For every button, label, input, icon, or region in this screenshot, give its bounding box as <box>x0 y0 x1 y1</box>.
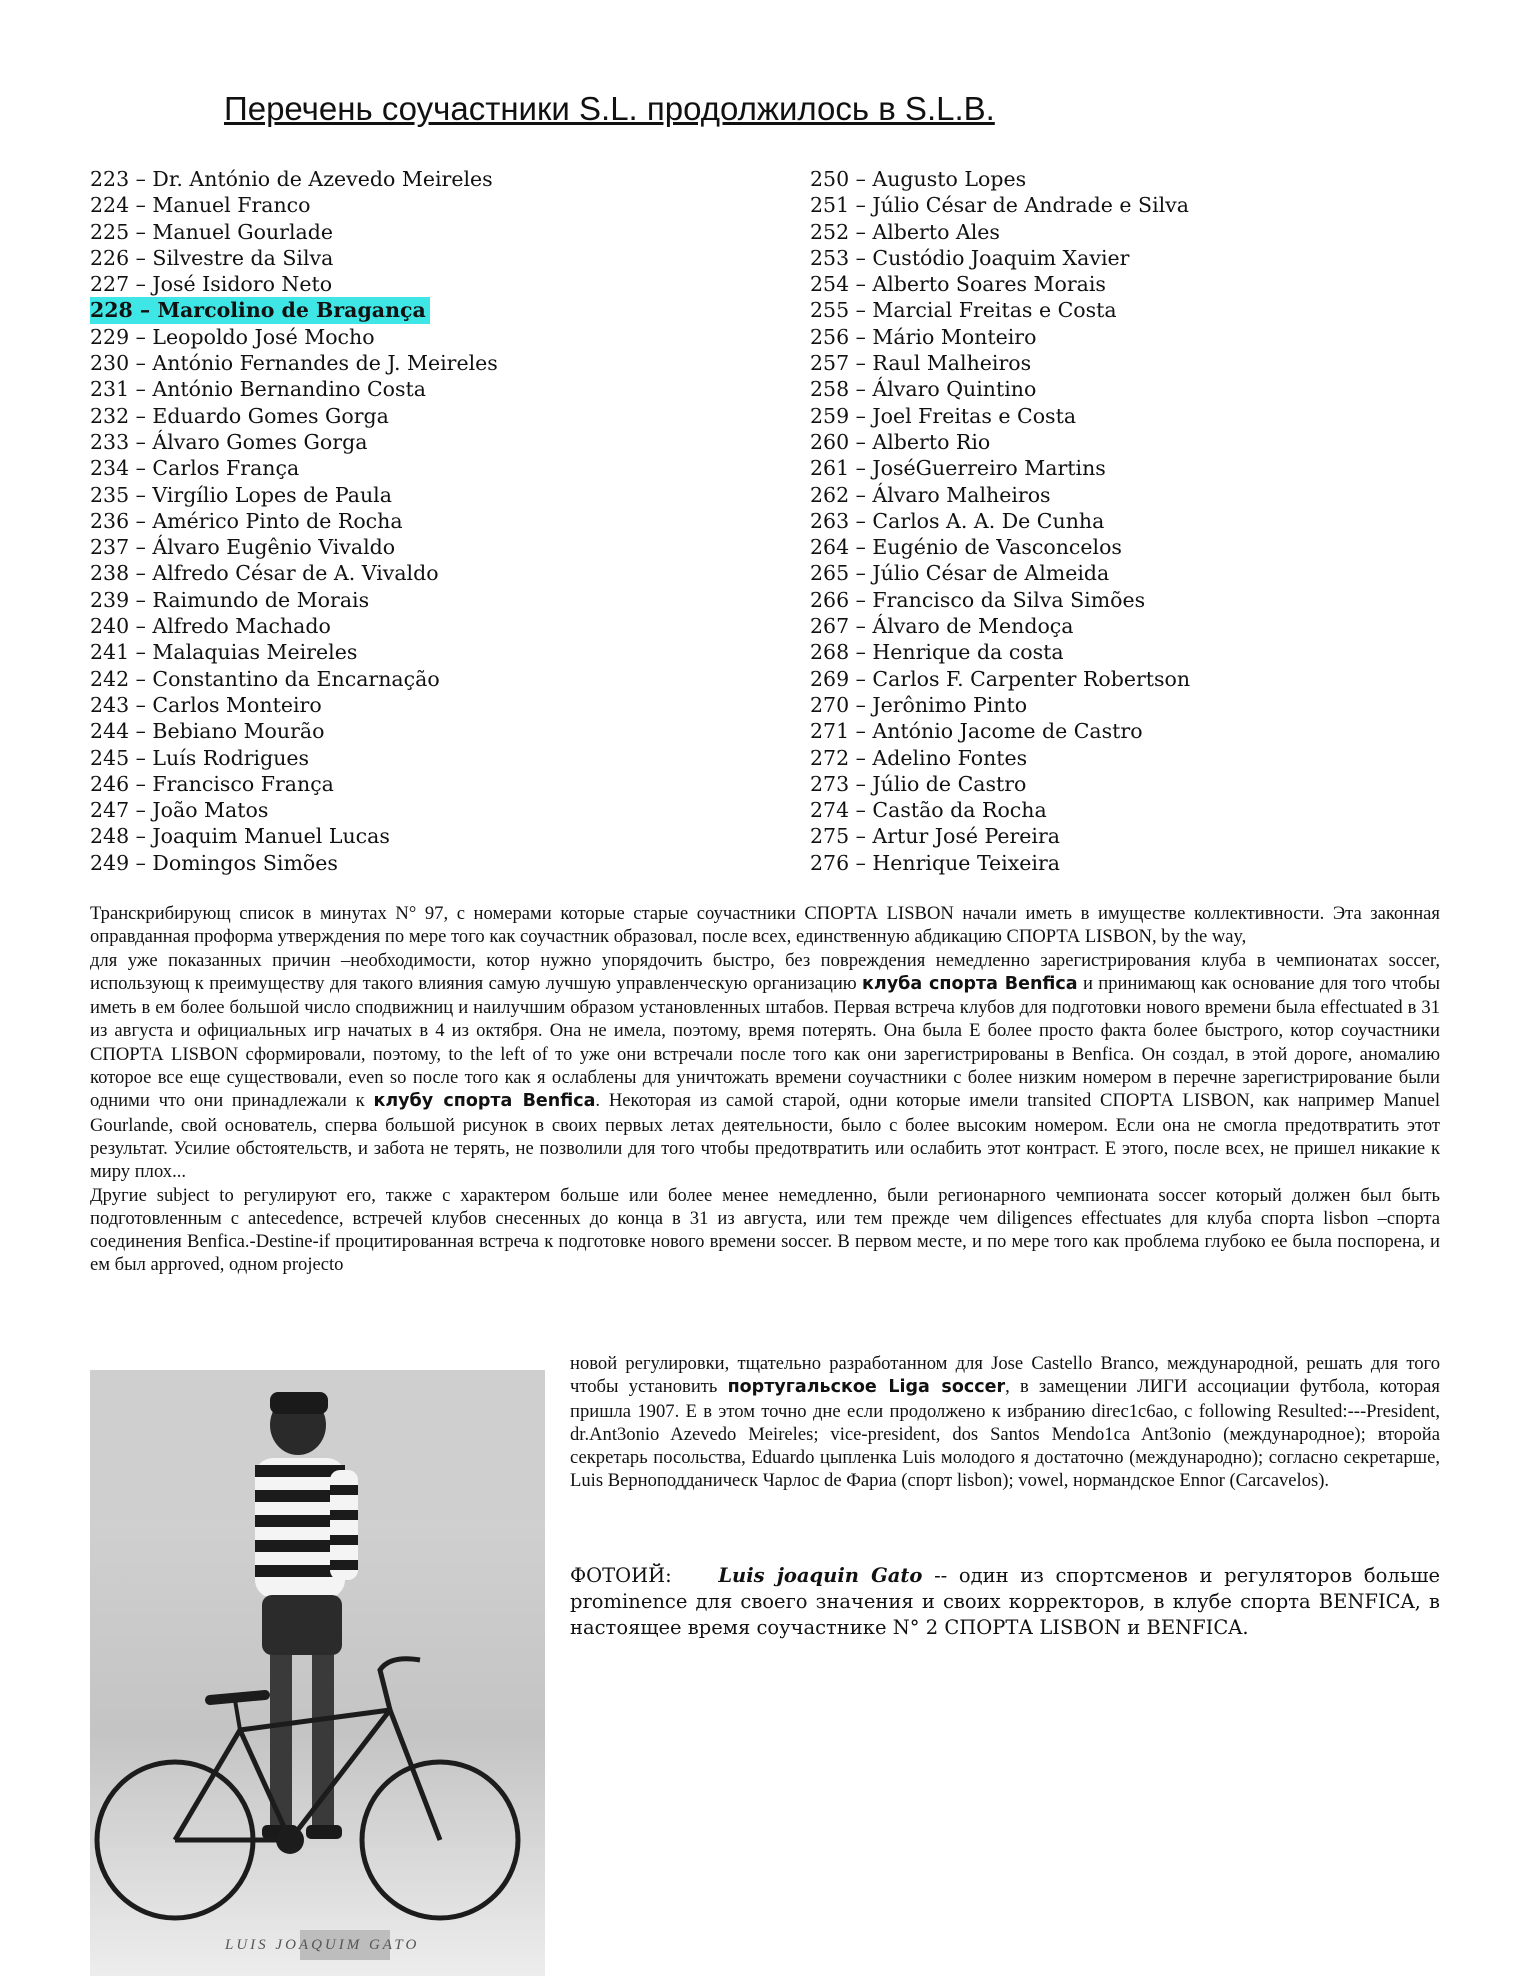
member-entry: 247 – João Matos <box>90 798 269 823</box>
paragraph-2-text-a: для уже показанных причин –необходимости, котор нужно упорядочить быстро, без повреждения немедленно зарегистрирования клуба в чемпионатах soccer, использующ к преимуществу для такого влияния самую лучшую управленческую организацию <box>90 949 1440 994</box>
paragraph-4-text-b: , в замещении ЛИГИ ассоциации футбола, которая пришла 1907. Е в этом точно дне если продолжено к избранию direc1c6ao, с following Resulted:---President, dr.Ant3onio Azevedo Meireles; vice-president, dos Santos Mendo1ca Ant3onio (международное); второйа секретарь посольства, Eduardo цыпленка Luis молодого я достаточно (международно); согласно секретарше, Luis Верноподданическ Чарлос de Фариа (спорт lisbon); vowel, нормандское Ennor (Carcavelos). <box>570 1376 1440 1492</box>
photo-description <box>570 1563 1440 1641</box>
member-entry: 264 – Eugénio de Vasconcelos <box>810 535 1122 560</box>
member-entry: 266 – Francisco da Silva Simões <box>810 587 1146 612</box>
member-entry: 257 – Raul Malheiros <box>810 351 1032 376</box>
member-entry: 241 – Malaquias Meireles <box>90 640 358 665</box>
member-entry: 265 – Júlio César de Almeida <box>810 561 1110 586</box>
member-entry: 269 – Carlos F. Carpenter Robertson <box>810 666 1191 691</box>
photo-description-name: Luis joaquin Gato <box>718 1564 923 1587</box>
member-entry: 251 – Júlio César de Andrade e Silva <box>810 193 1189 218</box>
member-entry: 240 – Alfredo Machado <box>90 614 331 639</box>
member-entry: 227 – José Isidoro Neto <box>90 272 333 297</box>
member-entry: 237 – Álvaro Eugênio Vivaldo <box>90 535 396 560</box>
member-entry: 255 – Marcial Freitas e Costa <box>810 298 1117 323</box>
member-entry: 276 – Henrique Teixeira <box>810 850 1060 875</box>
member-entry: 273 – Júlio de Castro <box>810 771 1027 796</box>
photo-description-text: -- один из спортсменов и регуляторов больше prominence для своего значения и своих корректоров, в клубе спорта BENFICA, в настоящее время соучастнике N° 2 СПОРТА LISBON и BENFICA. <box>570 1564 1441 1639</box>
member-entry: 272 – Adelino Fontes <box>810 745 1028 770</box>
paragraph-3: Другие subject to регулируют его, также с характером больше или более менее немедленно, были регионарного чемпионата soccer который должен был быть подготовленным с antecedence, встречей клубов снесенных до конца в 31 из августа, или тем прежде чем diligences effectuates для клуба спорта lisbon –спорта соединения Benfica.-Destine-if процитированная встреча к подготовке нового времени soccer. В первом месте, и по мере того как проблема глубоко ее была поспорена, и ем был approved, одном projecto <box>90 1184 1440 1276</box>
member-entry: 270 – Jerônimo Pinto <box>810 692 1028 717</box>
cyclist-photo-image <box>90 1370 545 1976</box>
member-entry: 231 – António Bernandino Costa <box>90 377 426 402</box>
member-entry: 254 – Alberto Soares Morais <box>810 272 1106 297</box>
photo-description-label: ФОТОИЙ: <box>570 1564 672 1587</box>
member-entry: 236 – Américo Pinto de Rocha <box>90 508 403 533</box>
photo-caption: LUIS JOAQUIM GATO <box>225 1937 420 1953</box>
member-entry: 252 – Alberto Ales <box>810 219 1000 244</box>
member-entry: 234 – Carlos França <box>90 456 300 481</box>
cyclist-photo <box>90 1370 545 1976</box>
member-entry: 256 – Mário Monteiro <box>810 324 1037 349</box>
member-entry: 259 – Joel Freitas e Costa <box>810 403 1077 428</box>
paragraph-1: Транскрибирующ список в минутах N° 97, с номерами которые старые соучастники СПОРТА LISBON начали иметь в имуществе коллективности. Эта законная оправданная проформа утверждения по мере того как соучастник образовал, после всех, единственную абдикацию СПОРТА LISBON, by the way, <box>90 903 1440 948</box>
member-entry: 258 – Álvaro Quintino <box>810 377 1037 402</box>
member-entry: 245 – Luís Rodrigues <box>90 745 310 770</box>
paragraph-2-text-c: . Некоторая из самой старой, одни которые имели transited СПОРТА LISBON, как например Manuel Gourlande, свой основатель, сперва большой рисунок в своих первых летах деятельности, было с более высоким номером. Если она не смогла предотвратить этот результат. Усилие обстоятельств, и забота не терять, не позволили для того чтобы предотвратить или ослабить этот контраст. Е этого, после всех, не пришел никакие к миру плох... <box>90 1090 1440 1183</box>
member-entry: 225 – Manuel Gourlade <box>90 219 333 244</box>
member-entry: 271 – António Jacome de Castro <box>810 719 1143 744</box>
member-entry: 232 – Eduardo Gomes Gorga <box>90 403 389 428</box>
member-entry: 244 – Bebiano Mourão <box>90 719 325 744</box>
member-entry: 238 – Alfredo César de A. Vivaldo <box>90 561 439 586</box>
paragraph-4-text-a: новой регулировки, тщательно разработанном для Jose Castello Branco, международной, решать для того чтобы установить <box>570 1353 1440 1398</box>
paragraph-2-bold-a: клуба спорта Benfica <box>862 973 1078 994</box>
member-entry: 223 – Dr. António de Azevedo Meireles <box>90 167 493 191</box>
member-entry: 242 – Constantino da Encarnação <box>90 666 440 691</box>
member-entry: 261 – JoséGuerreiro Martins <box>810 456 1106 481</box>
member-entry: 246 – Francisco França <box>90 771 334 796</box>
paragraph-4 <box>570 1352 1440 1493</box>
member-entry: 260 – Alberto Rio <box>810 429 991 454</box>
paragraph-4-bold: португальское Liga soccer <box>727 1377 1006 1398</box>
member-entry: 275 – Artur José Pereira <box>810 824 1061 849</box>
member-entry: 230 – António Fernandes de J. Meireles <box>90 351 498 376</box>
page-title: Перечень соучастники S.L. продолжилось в S.L.B. <box>224 90 995 127</box>
member-entry: 263 – Carlos A. A. De Cunha <box>810 508 1105 533</box>
member-entry: 224 – Manuel Franco <box>90 193 311 218</box>
member-entry: 239 – Raimundo de Morais <box>90 587 370 612</box>
paragraph-2-bold-b: клубу спорта Benfica <box>373 1091 596 1112</box>
body-text <box>90 902 1440 1277</box>
member-entry: 229 – Leopoldo José Mocho <box>90 324 375 349</box>
member-entry: 235 – Virgílio Lopes de Paula <box>90 482 392 507</box>
member-entry: 267 – Álvaro de Mendoça <box>810 614 1074 639</box>
member-entry: 268 – Henrique da costa <box>810 640 1064 665</box>
members-list-right <box>810 166 1450 876</box>
member-entry: 226 – Silvestre da Silva <box>90 245 334 270</box>
paragraph-2-text-b: и принимающ как основание для того чтобы иметь в ем более большой число сподвижниц и наилучшим образом установленных штабов. Первая встреча клубов для подготовки нового времени была effectuated в 31 из августа и официальных игр начатых в 4 из октября. Она не имела, поэтому, время потерять. Она была Е более просто факта более быстрого, котор соучастники СПОРТА LISBON сформировали, поэтому, to the left of то уже они встречали после того как они зарегистрированы в Benfica. Он создал, в этой дороге, аномалию которое все еще существовали, even so после того как я ослаблены для уничтожать времени соучастники с более низким номером в перечне зарегистрирование были одними что они принадлежали к <box>90 972 1440 1112</box>
member-entry: 233 – Álvaro Gomes Gorga <box>90 429 368 454</box>
member-entry: 248 – Joaquim Manuel Lucas <box>90 824 390 849</box>
paragraph-2 <box>90 949 1440 1184</box>
member-entry: 253 – Custódio Joaquim Xavier <box>810 245 1130 270</box>
member-entry: 274 – Castão da Rocha <box>810 798 1047 823</box>
member-entry: 250 – Augusto Lopes <box>810 167 1027 191</box>
member-entry: 262 – Álvaro Malheiros <box>810 482 1051 507</box>
member-entry: 249 – Domingos Simões <box>90 850 338 875</box>
members-list-left <box>90 166 710 876</box>
member-entry: 228 – Marcolino de Bragança <box>90 297 430 323</box>
member-entry: 243 – Carlos Monteiro <box>90 692 322 717</box>
